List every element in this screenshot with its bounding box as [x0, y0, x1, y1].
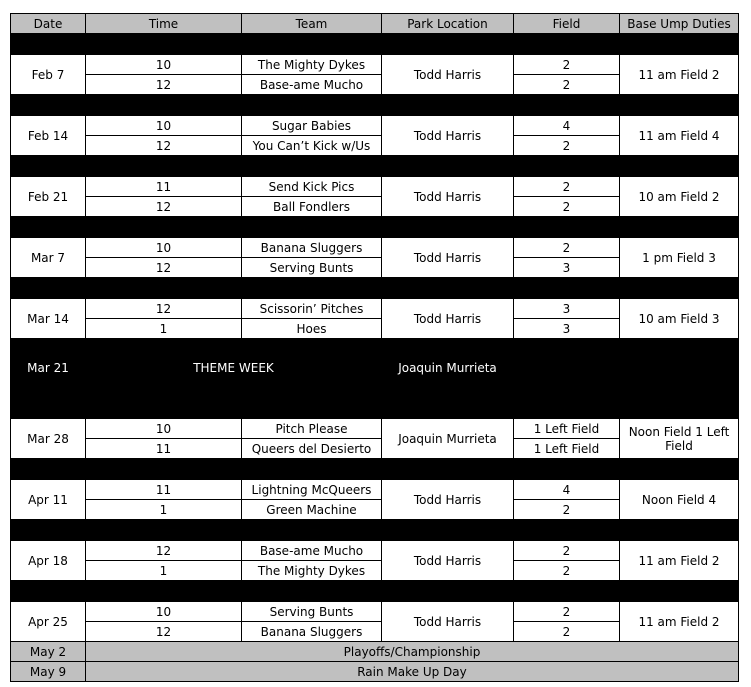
week-date: Feb 7: [11, 55, 86, 95]
park-location: Todd Harris: [382, 55, 514, 95]
team-name: The Mighty Dykes: [242, 55, 382, 75]
game-time: 10: [86, 238, 242, 258]
week-date: Apr 25: [11, 602, 86, 642]
team-name: Banana Sluggers: [242, 622, 382, 642]
field-number: 2: [514, 75, 620, 95]
game-time: 11: [86, 177, 242, 197]
game-time: 12: [86, 541, 242, 561]
team-name: Scissorin’ Pitches: [242, 299, 382, 319]
base-ump-duty: 10 am Field 2: [620, 177, 739, 217]
separator-bar: [11, 398, 739, 419]
base-ump-duty: 11 am Field 2: [620, 602, 739, 642]
separator-bar: [11, 34, 739, 55]
header-park-location: Park Location: [382, 14, 514, 34]
week-date: Feb 14: [11, 116, 86, 156]
base-ump-duty: Noon Field 4: [620, 480, 739, 520]
park-location: Joaquin Murrieta: [382, 419, 514, 459]
footer-row: [11, 642, 739, 662]
game-time: 1: [86, 319, 242, 339]
schedule-table: [10, 13, 739, 682]
park-location: Todd Harris: [382, 541, 514, 581]
week-separator: [11, 581, 739, 602]
park-location: Todd Harris: [382, 116, 514, 156]
separator-bar: [11, 217, 739, 238]
team-name: Lightning McQueers: [242, 480, 382, 500]
team-name: Queers del Desierto: [242, 439, 382, 459]
field-number: 4: [514, 480, 620, 500]
week-separator: [11, 520, 739, 541]
header-date: Date: [11, 14, 86, 34]
week-date: Mar 28: [11, 419, 86, 459]
team-name: Banana Sluggers: [242, 238, 382, 258]
team-name: Base-ame Mucho: [242, 541, 382, 561]
park-location: Todd Harris: [382, 299, 514, 339]
game-row: [11, 419, 739, 439]
week-date: Feb 21: [11, 177, 86, 217]
game-time: 12: [86, 622, 242, 642]
week-date: Mar 14: [11, 299, 86, 339]
footer-note: Playoffs/Championship: [86, 642, 739, 662]
field-number: 2: [514, 197, 620, 217]
park-location: Joaquin Murrieta: [382, 339, 514, 398]
base-ump-duty: 10 am Field 3: [620, 299, 739, 339]
game-time: 10: [86, 419, 242, 439]
team-name: Sugar Babies: [242, 116, 382, 136]
week-separator: [11, 34, 739, 55]
header-team: Team: [242, 14, 382, 34]
team-name: Green Machine: [242, 500, 382, 520]
week-separator: [11, 95, 739, 116]
park-location: Todd Harris: [382, 238, 514, 278]
game-time: 12: [86, 258, 242, 278]
separator-bar: [11, 278, 739, 299]
header-base-ump-duties: Base Ump Duties: [620, 14, 739, 34]
game-row: [11, 177, 739, 197]
header-time: Time: [86, 14, 242, 34]
footer-row: [11, 662, 739, 682]
game-row: [11, 541, 739, 561]
game-time: 1: [86, 500, 242, 520]
week-date: Mar 7: [11, 238, 86, 278]
team-name: Serving Bunts: [242, 258, 382, 278]
field-number: 3: [514, 299, 620, 319]
week-separator: [11, 398, 739, 419]
theme-blank: [514, 339, 739, 398]
game-row: [11, 238, 739, 258]
game-time: 1: [86, 561, 242, 581]
game-time: 10: [86, 602, 242, 622]
game-time: 11: [86, 480, 242, 500]
game-time: 12: [86, 197, 242, 217]
field-number: 2: [514, 541, 620, 561]
team-name: Base-ame Mucho: [242, 75, 382, 95]
week-date: Apr 18: [11, 541, 86, 581]
field-number: 4: [514, 116, 620, 136]
game-time: 12: [86, 136, 242, 156]
team-name: The Mighty Dykes: [242, 561, 382, 581]
team-name: Ball Fondlers: [242, 197, 382, 217]
team-name: You Can’t Kick w/Us: [242, 136, 382, 156]
field-number: 1 Left Field: [514, 419, 620, 439]
theme-week-row: [11, 339, 739, 398]
base-ump-duty: 11 am Field 2: [620, 55, 739, 95]
header-row: [11, 14, 739, 34]
base-ump-duty: 11 am Field 4: [620, 116, 739, 156]
field-number: 2: [514, 500, 620, 520]
field-number: 2: [514, 177, 620, 197]
game-time: 10: [86, 55, 242, 75]
game-row: [11, 480, 739, 500]
game-time: 10: [86, 116, 242, 136]
field-number: 2: [514, 622, 620, 642]
field-number: 1 Left Field: [514, 439, 620, 459]
separator-bar: [11, 95, 739, 116]
field-number: 2: [514, 136, 620, 156]
field-number: 2: [514, 561, 620, 581]
game-time: 12: [86, 75, 242, 95]
park-location: Todd Harris: [382, 177, 514, 217]
separator-bar: [11, 459, 739, 480]
week-separator: [11, 459, 739, 480]
separator-bar: [11, 520, 739, 541]
footer-note: Rain Make Up Day: [86, 662, 739, 682]
game-time: 12: [86, 299, 242, 319]
footer-date: May 9: [11, 662, 86, 682]
game-row: [11, 55, 739, 75]
team-name: Send Kick Pics: [242, 177, 382, 197]
field-number: 2: [514, 55, 620, 75]
separator-bar: [11, 156, 739, 177]
base-ump-duty: 11 am Field 2: [620, 541, 739, 581]
separator-bar: [11, 581, 739, 602]
field-number: 3: [514, 319, 620, 339]
footer-date: May 2: [11, 642, 86, 662]
week-date: Mar 21: [11, 339, 86, 398]
week-date: Apr 11: [11, 480, 86, 520]
park-location: Todd Harris: [382, 602, 514, 642]
base-ump-duty: Noon Field 1 Left Field: [620, 419, 739, 459]
game-time: 11: [86, 439, 242, 459]
field-number: 2: [514, 238, 620, 258]
field-number: 3: [514, 258, 620, 278]
week-separator: [11, 156, 739, 177]
game-row: [11, 116, 739, 136]
theme-label: THEME WEEK: [86, 339, 382, 398]
team-name: Serving Bunts: [242, 602, 382, 622]
game-row: [11, 299, 739, 319]
park-location: Todd Harris: [382, 480, 514, 520]
header-field: Field: [514, 14, 620, 34]
team-name: Hoes: [242, 319, 382, 339]
team-name: Pitch Please: [242, 419, 382, 439]
week-separator: [11, 278, 739, 299]
field-number: 2: [514, 602, 620, 622]
base-ump-duty: 1 pm Field 3: [620, 238, 739, 278]
week-separator: [11, 217, 739, 238]
game-row: [11, 602, 739, 622]
